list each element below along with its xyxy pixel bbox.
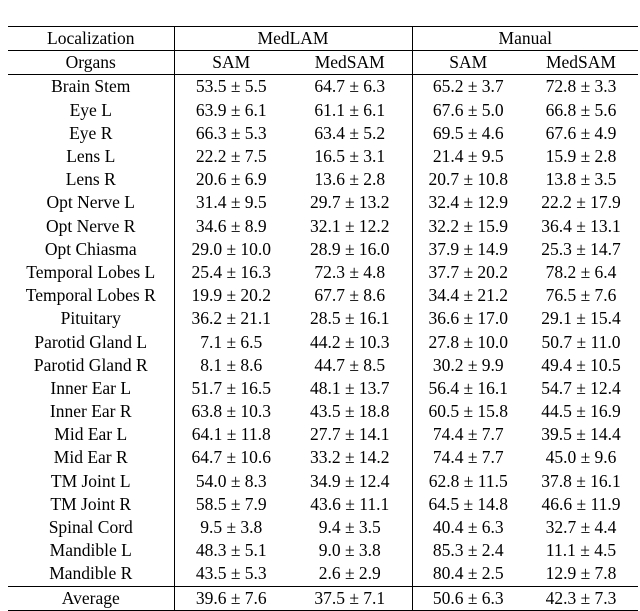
organ-name: Spinal Cord [8,516,174,539]
score-cell: 72.3 ± 4.8 [288,261,412,284]
method-header-sam: SAM [412,51,524,75]
score-cell: 12.9 ± 7.8 [545,563,617,584]
score-cell: 67.6 ± 4.9 [545,122,617,143]
score-cell: 29.1 ± 15.4 [541,308,621,329]
score-cell: 13.6 ± 2.8 [288,168,412,191]
score-cell: 19.9 ± 20.2 [191,285,272,306]
organ-name: Temporal Lobes R [8,284,174,307]
score-cell: 29.7 ± 13.2 [288,191,412,214]
score-cell: 45.0 ± 9.6 [545,447,617,468]
score-cell: 37.8 ± 16.1 [541,470,621,491]
table-row [8,423,638,446]
score-cell: 85.3 ± 2.4 [432,540,504,561]
organ-name: Parotid Gland R [8,354,174,377]
score-cell: 74.4 ± 7.7 [432,424,504,445]
organ-name: Temporal Lobes L [8,261,174,284]
score-cell: 31.4 ± 9.5 [195,192,267,213]
organ-name: Lens L [8,145,174,168]
table-row [8,470,638,493]
score-cell: 37.9 ± 14.9 [428,238,509,259]
organ-name: Opt Nerve L [8,191,174,214]
score-cell: 43.5 ± 18.8 [288,400,412,423]
score-cell: 78.2 ± 6.4 [545,261,617,282]
table-row [8,215,638,238]
score-cell: 80.4 ± 2.5 [432,563,504,584]
organ-name: Mandible L [8,539,174,562]
score-cell: 20.7 ± 10.8 [428,169,509,190]
score-cell: 25.3 ± 14.7 [541,238,621,259]
score-cell: 63.4 ± 5.2 [288,122,412,145]
score-cell: 54.0 ± 8.3 [195,470,267,491]
table-row [8,122,638,145]
score-cell: 51.7 ± 16.5 [191,377,272,398]
score-cell: 61.1 ± 6.1 [288,99,412,122]
score-cell: 60.5 ± 15.8 [428,401,509,422]
method-header-medsam: MedSAM [524,51,638,75]
organ-name: Mid Ear R [8,446,174,469]
score-cell: 37.7 ± 20.2 [428,261,509,282]
score-cell: 48.3 ± 5.1 [195,540,267,561]
score-cell: 64.7 ± 6.3 [288,75,412,99]
score-cell: 43.6 ± 11.1 [288,493,412,516]
score-cell: 54.7 ± 12.4 [541,377,621,398]
table-row [8,354,638,377]
score-cell: 63.9 ± 6.1 [195,99,267,120]
organ-name: TM Joint L [8,470,174,493]
score-cell: 28.9 ± 16.0 [288,238,412,261]
score-cell: 8.1 ± 8.6 [200,354,263,375]
score-cell: 25.4 ± 16.3 [191,261,272,282]
table-row [8,238,638,261]
table-row [8,516,638,539]
table-row [8,493,638,516]
score-cell: 69.5 ± 4.6 [432,122,504,143]
score-cell: 9.0 ± 3.8 [288,539,412,562]
score-cell: 64.1 ± 11.8 [191,424,271,445]
table-row [8,586,638,610]
organ-name: Mid Ear L [8,423,174,446]
score-cell: 64.5 ± 14.8 [428,493,509,514]
score-cell: 32.4 ± 12.9 [428,192,509,213]
table-row [8,377,638,400]
organ-name: Average [8,586,174,610]
score-cell: 32.7 ± 4.4 [545,517,617,538]
score-cell: 34.6 ± 8.9 [195,215,267,236]
score-cell: 46.6 ± 11.9 [541,493,621,514]
table-row [8,446,638,469]
organ-name: Pituitary [8,307,174,330]
score-cell: 13.8 ± 3.5 [545,169,617,190]
score-cell: 65.2 ± 3.7 [412,75,524,99]
score-cell: 9.5 ± 3.8 [200,517,263,538]
score-cell: 76.5 ± 7.6 [545,285,617,306]
table-row [8,539,638,562]
score-cell: 7.1 ± 6.5 [200,331,263,352]
organ-name: Opt Chiasma [8,238,174,261]
score-cell: 42.3 ± 7.3 [524,586,638,610]
score-cell: 67.6 ± 5.0 [432,99,504,120]
score-cell: 28.5 ± 16.1 [288,307,412,330]
score-cell: 22.2 ± 7.5 [195,146,267,167]
group-header-medlam: MedLAM [174,27,412,51]
score-cell: 36.2 ± 21.1 [191,308,272,329]
organ-name: Inner Ear L [8,377,174,400]
score-cell: 9.4 ± 3.5 [288,516,412,539]
table-row [8,562,638,586]
score-cell: 62.8 ± 11.5 [428,470,508,491]
table-row [8,330,638,353]
score-cell: 32.2 ± 15.9 [428,215,509,236]
table-row [8,400,638,423]
score-cell: 50.6 ± 6.3 [412,586,524,610]
score-cell: 16.5 ± 3.1 [288,145,412,168]
score-cell: 29.0 ± 10.0 [191,238,272,259]
score-cell: 56.4 ± 16.1 [428,377,509,398]
organ-name: Eye R [8,122,174,145]
score-cell: 39.5 ± 14.4 [541,424,621,445]
method-header-sam: SAM [174,51,288,75]
organ-name: Parotid Gland L [8,330,174,353]
table-row [8,284,638,307]
score-cell: 58.5 ± 7.9 [195,493,267,514]
score-cell: 44.5 ± 16.9 [541,401,621,422]
organ-name: Eye L [8,99,174,122]
score-cell: 34.4 ± 21.2 [428,285,509,306]
score-cell: 33.2 ± 14.2 [288,446,412,469]
score-cell: 63.8 ± 10.3 [191,401,272,422]
score-cell: 50.7 ± 11.0 [541,331,621,352]
score-cell: 2.6 ± 2.9 [288,562,412,586]
organ-name: TM Joint R [8,493,174,516]
score-cell: 15.9 ± 2.8 [545,146,617,167]
table-row [8,261,638,284]
table-row [8,145,638,168]
score-cell: 34.9 ± 12.4 [288,470,412,493]
table-row [8,168,638,191]
score-cell: 36.4 ± 13.1 [541,215,621,236]
score-cell: 37.5 ± 7.1 [288,586,412,610]
score-cell: 53.5 ± 5.5 [174,75,288,99]
localization-header: Localization [8,27,174,51]
table-body [8,75,638,610]
score-cell: 30.2 ± 9.9 [432,354,504,375]
score-cell: 66.3 ± 5.3 [195,122,267,143]
score-cell: 40.4 ± 6.3 [432,517,504,538]
organ-name: Opt Nerve R [8,215,174,238]
score-cell: 11.1 ± 4.5 [545,540,617,561]
organ-name: Inner Ear R [8,400,174,423]
score-cell: 66.8 ± 5.6 [545,99,617,120]
table-row [8,99,638,122]
score-cell: 74.4 ± 7.7 [432,447,504,468]
score-cell: 67.7 ± 8.6 [288,284,412,307]
table-caption [0,0,640,7]
score-cell: 21.4 ± 9.5 [432,146,504,167]
score-cell: 27.8 ± 10.0 [428,331,509,352]
score-cell: 22.2 ± 17.9 [541,192,621,213]
group-header-manual: Manual [412,27,638,51]
organ-name: Lens R [8,168,174,191]
score-cell: 43.5 ± 5.3 [195,563,267,584]
score-cell: 36.6 ± 17.0 [428,308,509,329]
table-row [8,191,638,214]
score-cell: 44.7 ± 8.5 [288,354,412,377]
score-cell: 20.6 ± 6.9 [195,169,267,190]
score-cell: 72.8 ± 3.3 [524,75,638,99]
method-header-medsam: MedSAM [288,51,412,75]
score-cell: 32.1 ± 12.2 [288,215,412,238]
score-cell: 39.6 ± 7.6 [174,586,288,610]
results-table [8,26,638,611]
organ-name: Mandible R [8,562,174,586]
header-row-methods [8,51,638,75]
table-row [8,307,638,330]
table-row [8,75,638,99]
score-cell: 48.1 ± 13.7 [288,377,412,400]
organs-header: Organs [8,51,174,75]
score-cell: 64.7 ± 10.6 [191,447,272,468]
score-cell: 44.2 ± 10.3 [288,330,412,353]
score-cell: 27.7 ± 14.1 [288,423,412,446]
organ-name: Brain Stem [8,75,174,99]
header-row-localization [8,27,638,51]
score-cell: 49.4 ± 10.5 [541,354,621,375]
